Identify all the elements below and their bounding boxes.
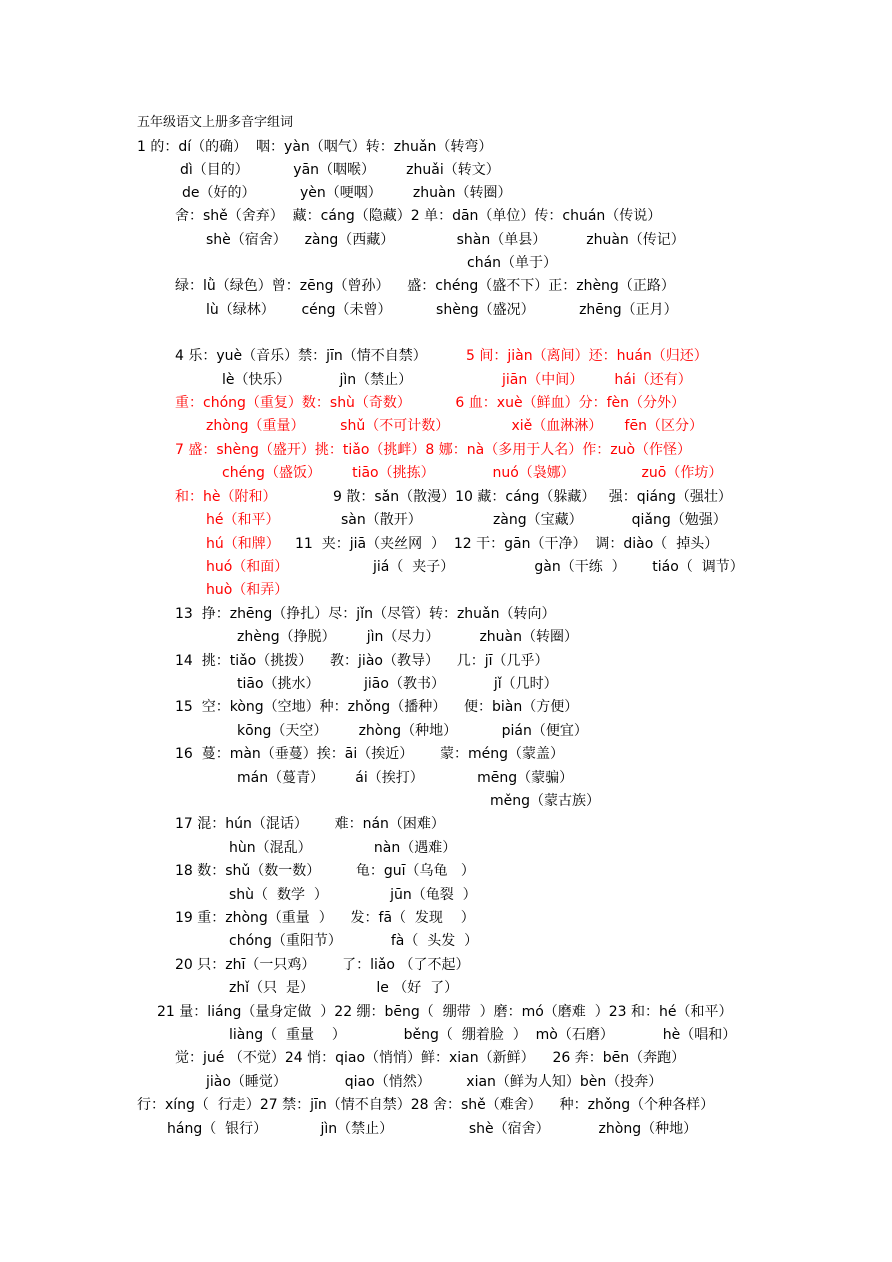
text-line: háng（ 银行） jìn（禁止） shè（宿舍） zhòng（种地）	[167, 1121, 698, 1137]
text-line-highlight: zhòng（重量） shǔ（不可计数） xiě（血淋淋） fēn（区分）	[206, 418, 703, 434]
text-line-highlight: hú（和牌）	[206, 536, 280, 552]
text-line: lè（快乐） jìn（禁止）	[222, 372, 413, 388]
text-line: shù（ 数学 ） jūn（龟裂 ）	[229, 887, 477, 903]
text-line: jiào（睡觉） qiao（悄然） xian（鲜为人知）bèn（投奔）	[206, 1074, 663, 1090]
text-line-highlight: 5 间：jiàn（离间）还：huán（归还）	[466, 348, 708, 364]
text-line: 觉：jué （不觉）24 悄：qiao（悄悄）鲜：xian（新鲜） 26 奔：bēn（奔跑）	[175, 1050, 686, 1066]
text-line: 11 夹：jiā（夹丝网 ） 12 干：gān（干净） 调：diào（ 掉头）	[295, 536, 719, 552]
text-line: kōng（天空） zhòng（种地） pián（便宜）	[237, 723, 588, 739]
text-line: hùn（混乱） nàn（遇难）	[229, 840, 457, 856]
text-line: chán（单于）	[467, 255, 558, 271]
text-line: 绿：lǜ（绿色）曾：zēng（曾孙） 盛：chéng（盛不下）正：zhèng（正路）	[175, 278, 675, 294]
text-line: 9 散：sǎn（散漫）10 藏：cáng（躲藏） 强：qiáng（强壮）	[333, 489, 732, 505]
text-line: jiá（ 夹子） gàn（干练 ） tiáo（ 调节）	[373, 559, 744, 575]
text-line: dì（目的） yān（咽喉） zhuǎi（转文）	[180, 162, 500, 178]
text-line: mán（蔓青） ái（挨打） mēng（蒙骗）	[237, 770, 574, 786]
text-line: zhèng（挣脱） jìn（尽力） zhuàn（转圈）	[237, 629, 578, 645]
text-line: liàng（ 重量 ） běng（ 绷着脸 ） mò（石磨） hè（唱和）	[229, 1027, 737, 1043]
text-line-highlight: hé（和平）	[206, 512, 280, 528]
text-line: shè（宿舍） zàng（西藏） shàn（单县） zhuàn（传记）	[206, 232, 685, 248]
text-line: 4 乐：yuè（音乐）禁：jīn（情不自禁）	[175, 348, 427, 364]
text-line: tiāo（挑水） jiāo（教书） jǐ（几时）	[237, 676, 558, 692]
text-line: 20 只：zhī（一只鸡） 了：liǎo （了不起）	[175, 957, 470, 973]
text-line: 14 挑：tiǎo（挑拨） 教：jiào（教导） 几：jī（几乎）	[175, 653, 549, 669]
text-line: 19 重：zhòng（重量 ） 发：fā（ 发现 ）	[175, 910, 475, 926]
text-line: 1 的：dí（的确） 咽：yàn（咽气）转：zhuǎn（转弯）	[137, 139, 493, 155]
text-line: 17 混：hún（混话） 难：nán（困难）	[175, 816, 445, 832]
text-line: 15 空：kòng（空地）种：zhǒng（播种） 便：biàn（方便）	[175, 699, 579, 715]
text-line: 18 数：shǔ（数一数） 龟：guī（乌龟 ）	[175, 863, 475, 879]
text-line-highlight: huó（和面）	[206, 559, 289, 575]
text-line-highlight: 和：hè（附和）	[175, 489, 277, 505]
text-line: 21 量：liáng（量身定做 ）22 绷：bēng（ 绷带 ）磨：mó（磨难 ）23 和：hé（和平）	[157, 1004, 733, 1020]
text-line: 行：xíng（ 行走）27 禁：jīn（情不自禁）28 舍：shě（难舍） 种：zhǒng（个种各样）	[137, 1097, 715, 1113]
text-line-highlight: jiān（中间） hái（还有）	[502, 372, 692, 388]
text-line: sàn（散开） zàng（宝藏） qiǎng（勉强）	[341, 512, 727, 528]
text-line: lù（绿林） céng（未曾） shèng（盛况） zhēng（正月）	[206, 302, 678, 318]
text-line: měng（蒙古族）	[490, 793, 601, 809]
text-line-highlight: huò（和弄）	[206, 582, 289, 598]
text-line-highlight: chéng（盛饭） tiāo（挑拣） nuó（袅娜） zuō（作坊）	[222, 465, 723, 481]
text-line: 13 挣：zhēng（挣扎）尽：jǐn（尽管）转：zhuǎn（转向）	[175, 606, 556, 622]
text-line: chóng（重阳节） fà（ 头发 ）	[229, 933, 479, 949]
text-line: 16 蔓：màn（垂蔓）挨：āi（挨近） 蒙：méng（蒙盖）	[175, 746, 564, 762]
document-title: 五年级语文上册多音字组词	[137, 115, 294, 130]
text-line: de（好的） yèn（哽咽） zhuàn（转圈）	[182, 185, 512, 201]
text-line-highlight: 重：chóng（重复）数：shù（奇数） 6 血：xuè（鲜血）分：fèn（分外）	[175, 395, 685, 411]
text-line: 舍：shě（舍弃） 藏：cáng（隐藏）2 单：dān（单位）传：chuán（传说）	[175, 208, 662, 224]
text-line-highlight: 7 盛：shèng（盛开）挑：tiǎo（挑衅）8 娜：nà（多用于人名）作：zuò（作怪）	[175, 442, 692, 458]
text-line: zhǐ（只 是） le （好 了）	[229, 980, 459, 996]
